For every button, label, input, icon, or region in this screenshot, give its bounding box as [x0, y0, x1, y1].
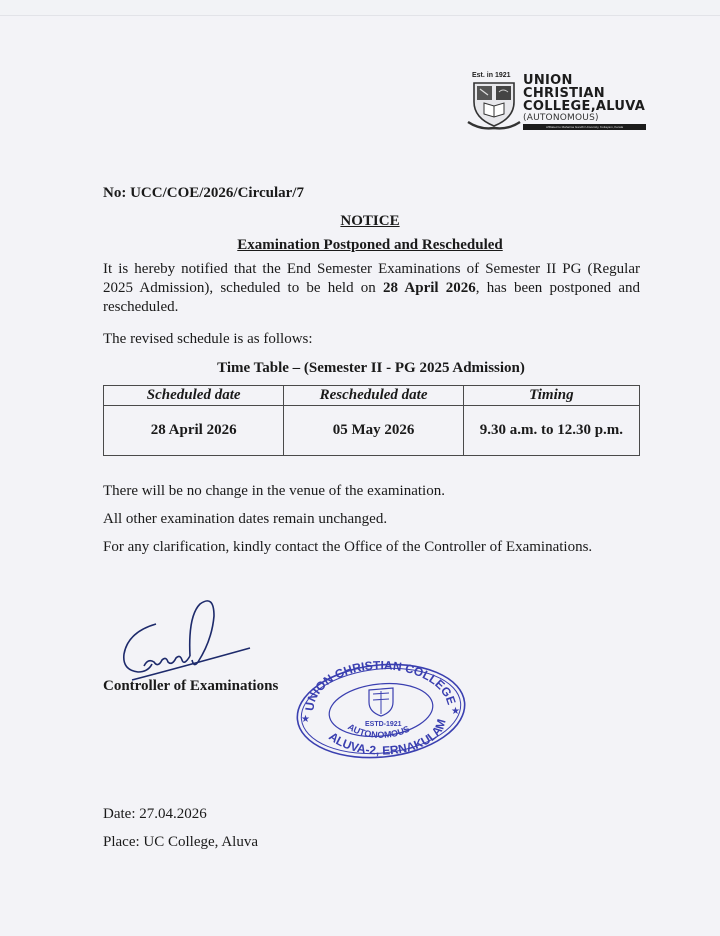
- logo-line-3: COLLEGE,ALUVA: [523, 99, 646, 114]
- body-text-part2: , has been postponed and rescheduled.: [103, 280, 640, 315]
- cell-scheduled-date: 28 April 2026: [104, 406, 284, 456]
- note-venue: There will be no change in the venue of the examination.: [103, 483, 445, 499]
- timetable-header-row: [104, 386, 640, 406]
- signature-icon: [118, 596, 258, 684]
- logo-wordmark: [523, 74, 645, 123]
- seal-middle-text: AUTONOMOUS: [346, 721, 412, 740]
- cell-rescheduled-date: 05 May 2026: [284, 406, 463, 456]
- seal-top-text: UNION CHRISTIAN COLLEGE: [302, 660, 459, 712]
- logo-line-1: UNION: [523, 73, 573, 88]
- note-clarification: For any clarification, kindly contact the Office of the Controller of Examinations.: [103, 539, 593, 555]
- column-header-timing: Timing: [463, 386, 639, 406]
- body-text-part1: It is hereby notified that the End Semester Examinations of Semester II PG (Regular 2025 Admission), scheduled to be held on: [103, 261, 640, 296]
- logo-est-text: Est. in 1921: [472, 72, 511, 79]
- crest-icon: [466, 72, 522, 132]
- issue-place: Place: UC College, Aluva: [103, 834, 258, 850]
- issue-date: Date: 27.04.2026: [103, 806, 207, 822]
- logo-autonomous: (AUTONOMOUS): [523, 113, 599, 123]
- svg-text:★: ★: [301, 714, 310, 725]
- notice-subtitle: Examination Postponed and Rescheduled: [237, 237, 503, 253]
- body-bold-date: 28 April 2026: [383, 280, 476, 296]
- column-header-rescheduled-date: Rescheduled date: [284, 386, 463, 406]
- notice-title: NOTICE: [340, 213, 400, 229]
- logo-affiliation-bar: [523, 124, 646, 130]
- timetable: [103, 385, 640, 456]
- seal-bottom-text: ALUVA-2, ERNAKULAM: [326, 717, 449, 758]
- logo-line-2: CHRISTIAN: [523, 86, 605, 101]
- circular-reference: No: UCC/COE/2026/Circular/7: [103, 185, 304, 201]
- signatory-title: Controller of Examinations: [103, 678, 279, 694]
- college-seal-stamp: [293, 660, 469, 762]
- cell-timing: 9.30 a.m. to 12.30 p.m.: [463, 406, 639, 456]
- logo-affiliation-text: Affiliated to Mahatma Gandhi University, Kottayam, Kerala: [545, 125, 624, 129]
- table-row: [104, 406, 640, 456]
- revised-schedule-text: The revised schedule is as follows:: [103, 331, 313, 347]
- svg-text:★: ★: [451, 706, 460, 717]
- note-other-dates: All other examination dates remain unchanged.: [103, 511, 388, 527]
- notice-body-paragraph: [103, 260, 640, 317]
- column-header-scheduled-date: Scheduled date: [104, 386, 284, 406]
- college-logo: [466, 72, 656, 136]
- timetable-caption: Time Table – (Semester II - PG 2025 Admission): [217, 360, 525, 376]
- seal-estd-text: ESTD-1921: [365, 721, 402, 728]
